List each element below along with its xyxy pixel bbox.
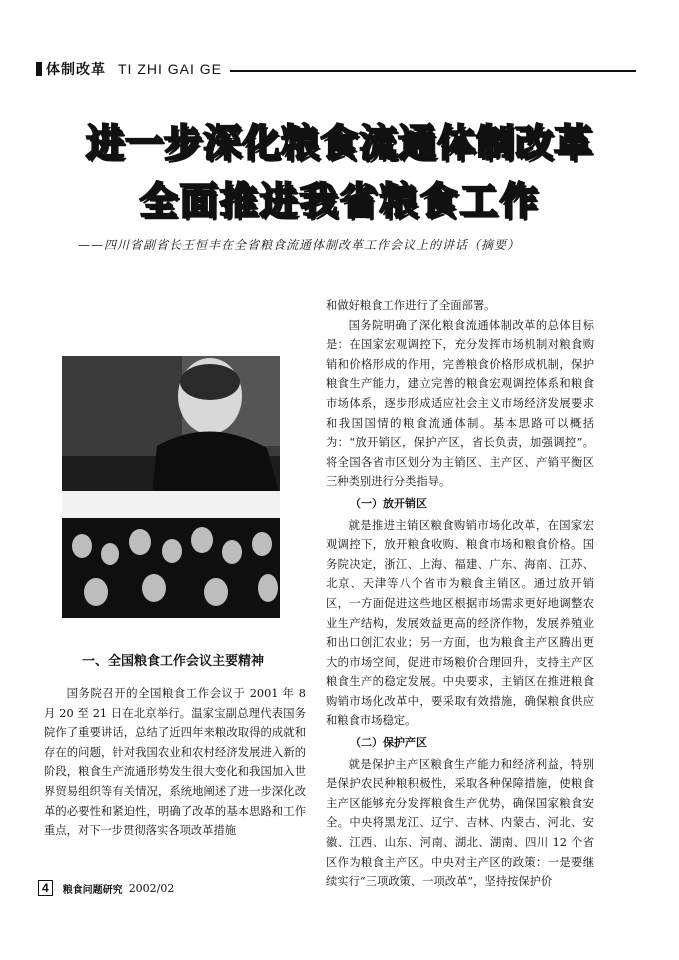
- page-footer: [38, 880, 174, 896]
- article-subtitle: ——四川省副省长王恒丰在全省粮食流通体制改革工作会议上的讲话（摘要）: [78, 238, 521, 252]
- left-column: [44, 684, 306, 841]
- speaker-photo: [62, 356, 280, 618]
- journal-issue: 2002/02: [128, 881, 175, 895]
- section-heading-1: 一、全国粮食工作会议主要精神: [81, 654, 264, 669]
- page-number: 4: [38, 880, 53, 896]
- section-label-en: TI ZHI GAI GE: [118, 61, 223, 77]
- section-header: [36, 60, 636, 78]
- section-label-zh: 体制改革: [46, 62, 106, 78]
- article-title-line1: 进一步深化粮食流通体制改革: [85, 121, 593, 165]
- paragraph: 就是保护主产区粮食生产能力和经济利益，特别是保护农民种粮积极性，采取各种保障措施，使粮食主产区能够充分发挥粮食生产优势，确保国家粮食安全。中央将黑龙江、辽宁、吉林、内蒙古、河北、安徽、江西、山东、河南、湖北、湖南、四川 12 个省区作为粮食主产区。中央对主产区的政策：一是要继续实行“三项政策、一项改革”，坚持按保护价: [326, 757, 594, 889]
- header-marker: [36, 62, 42, 76]
- subheading-open-sales: （一）放开销区: [350, 496, 427, 510]
- paragraph: 就是推进主销区粮食购销市场化改革，在国家宏观调控下，放开粮食收购、粮食市场和粮食价格。国务院决定，浙江、上海、福建、广东、海南、江苏、北京、天津等八个省市为粮食主销区。通过放开销区，一方面促进这些地区根据市场需求更好地调整农业生产结构，发展效益更高的经济作物，发展养殖业和出口创汇农业；另一方面，也为粮食主产区腾出更大的市场空间，促进市场粮价合理回升，支持主产区粮食生产的稳定发展。中央要求，主销区在推进粮食购销市场化改革中，要采取有效措施，确保粮食供应和粮食市场稳定。: [326, 518, 594, 728]
- right-column: [326, 296, 594, 892]
- header-rule: [230, 70, 636, 72]
- paragraph: 国务院明确了深化粮食流通体制改革的总体目标是：在国家宏观调控下，充分发挥市场机制对粮食购销和价格形成的作用，完善粮食价格形成机制，保护粮食生产能力，建立完善的粮食宏观调控体系和粮食市场体系，逐步形成适应社会主义市场经济发展要求和我国国情的粮食流通体制。基本思路可以概括为：“放开销区，保护产区，省长负责，加强调控”。将全国各省市区划分为主销区、主产区、产销平衡区三种类别进行分类指导。: [326, 318, 594, 489]
- paragraph: 国务院召开的全国粮食工作会议于 2001 年 8 月 20 至 21 日在北京举行。温家宝副总理代表国务院作了重要讲话，总结了近四年来粮改取得的成就和存在的问题，针对我国农业和农村经济发展进入新的阶段，粮食生产流通形势发生很大变化和我国加入世界贸易组织等有关情况，系统地阐述了进一步深化改革的必要性和紧迫性，明确了改革的基本思路和工作重点，对下一步贯彻落实各项改革措施: [44, 687, 306, 838]
- paragraph: 和做好粮食工作进行了全面部署。: [326, 299, 496, 312]
- article-title-line2: 全面推进我省粮食工作: [139, 179, 540, 223]
- subheading-protect-production: （二）保护产区: [350, 736, 427, 750]
- journal-name: 粮食问题研究: [62, 884, 123, 896]
- speaker-photo-image: [62, 356, 280, 618]
